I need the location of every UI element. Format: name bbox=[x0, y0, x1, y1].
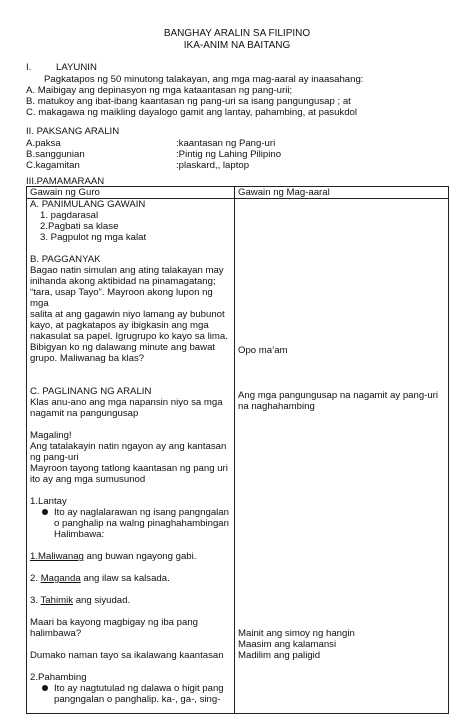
maari-line: Maari ba kayong magbigay ng iba pang bbox=[30, 617, 199, 628]
col-header-guro: Gawain ng Guro bbox=[27, 187, 235, 199]
example-num: 2. bbox=[30, 573, 39, 584]
paglinang-heading: C. PAGLINANG NG ARALIN bbox=[30, 386, 152, 397]
bullet-icon bbox=[42, 685, 48, 691]
pagganyak-line: nakasulat sa papel. Igrugrupo ko kayo sa lima. bbox=[30, 331, 228, 342]
panimulang-gawain-heading: A. PANIMULANG GAWAIN bbox=[30, 199, 146, 210]
dumako-line: Dumako naman tayo sa ikalawang kaantasan bbox=[30, 650, 224, 661]
maari-line: halimbawa? bbox=[30, 628, 82, 639]
pagganyak-line: “tara, usap Tayo”. Mayroon akong lupon ng mga bbox=[30, 287, 213, 309]
pamamaraan-heading: III.PAMAMARAAN bbox=[26, 176, 105, 187]
paglinang-intro-line: Klas anu-ano ang mga napansin niyo sa mga bbox=[30, 397, 223, 408]
example-word: Tahimik bbox=[40, 595, 74, 606]
example-3 bbox=[30, 595, 231, 606]
example-rest: ang siyudad. bbox=[73, 595, 131, 606]
example-rest: ang buwan ngayong gabi. bbox=[83, 551, 197, 562]
paglinang-text-line: Mayroon tayong tatlong kaantasan ng pang uri bbox=[30, 463, 228, 474]
pamamaraan-table bbox=[26, 186, 449, 714]
paglinang-praise: Magaling! bbox=[30, 430, 72, 441]
table-header-row bbox=[27, 187, 449, 199]
halimbawa-label: Halimbawa: bbox=[54, 529, 105, 540]
sagot-halimbawa-line: Maasim ang kalamansi bbox=[238, 639, 337, 650]
paksa-value: :kaantasan ng Pang-uri bbox=[176, 138, 276, 149]
sagot-halimbawa-line: Madilim ang paligid bbox=[238, 650, 321, 661]
bullet-icon bbox=[42, 509, 48, 515]
paksang-aralin-heading: II. PAKSANG ARALIN bbox=[26, 126, 120, 137]
example-num: 1. bbox=[30, 551, 39, 562]
pagganyak-line: inihanda akong aktibidad na pinamagatang; bbox=[30, 276, 216, 287]
pagganyak-line: Bagao natin simulan ang ating talakayan may bbox=[30, 265, 224, 276]
paglinang-text-line: ng pang-uri bbox=[30, 452, 79, 463]
paglinang-intro-line: nagamit na pangungusap bbox=[30, 408, 139, 419]
example-rest: ang ilaw sa kalsada. bbox=[80, 573, 170, 584]
example-2 bbox=[30, 573, 231, 584]
example-word: Maliwanag bbox=[38, 551, 84, 562]
example-word: Maganda bbox=[40, 573, 81, 584]
guro-cell bbox=[27, 199, 235, 714]
pahambing-def-line: pangngalan o panghalip. ka-, ga-, sing- bbox=[54, 694, 221, 705]
sagot-halimbawa-line: Mainit ang simoy ng hangin bbox=[238, 628, 355, 639]
sagot-pangungusap-line: Ang mga pangungusap na nagamit ay pang-uri bbox=[238, 390, 439, 401]
sanggunian-value: :Pintig ng Lahing Pilipino bbox=[176, 149, 282, 160]
layunin-item-b: B. matukoy ang ibat-ibang kaantasan ng pang-uri sa isang pangungusap ; at bbox=[26, 96, 351, 107]
col-header-mag-aaral: Gawain ng Mag-aaral bbox=[235, 187, 449, 199]
panimula-item-3: 3. Pagpulot ng mga kalat bbox=[40, 232, 147, 243]
paglinang-text-line: Ang tatalakayin natin ngayon ay ang kantasan bbox=[30, 441, 227, 452]
sanggunian-label: B.sanggunian bbox=[26, 149, 85, 160]
panimula-item-1: 1. pagdarasal bbox=[40, 210, 99, 221]
paksa-label: A.paksa bbox=[26, 138, 61, 149]
kagamitan-label: C.kagamitan bbox=[26, 160, 80, 171]
panimula-item-2: 2.Pagbati sa klase bbox=[40, 221, 119, 232]
pagganyak-heading: B. PAGGANYAK bbox=[30, 254, 101, 265]
pahambing-label: 2.Pahambing bbox=[30, 672, 87, 683]
pahambing-def-line: Ito ay nagtutulad ng dalawa o higit pang bbox=[54, 683, 224, 694]
example-1 bbox=[30, 551, 231, 562]
pagganyak-line: Bibigyan ko ng dalawang minute ang bawat bbox=[30, 342, 216, 353]
sagot-opo: Opo ma’am bbox=[238, 345, 288, 356]
layunin-heading-num: I. bbox=[26, 62, 32, 73]
sagot-pangungusap-line: na naghahambing bbox=[238, 401, 315, 412]
lantay-def-line: o panghalip na walng pinaghahambingan bbox=[54, 518, 229, 529]
mag-aaral-cell bbox=[235, 199, 449, 714]
kagamitan-value: :plaskard,, laptop bbox=[176, 160, 250, 171]
lantay-def-line: Ito ay naglalarawan ng isang pangngalan bbox=[54, 507, 229, 518]
document-subtitle: IKA-ANIM NA BAITANG bbox=[183, 40, 291, 51]
table-body-row bbox=[27, 199, 449, 714]
layunin-intro: Pagkatapos ng 50 minutong talakayan, ang mga mag-aaral ay inaasahang: bbox=[44, 74, 364, 85]
layunin-heading: LAYUNIN bbox=[56, 62, 97, 73]
pagganyak-line: kayo, at pagkatapos ay ibigkasin ang mga bbox=[30, 320, 209, 331]
document-title: BANGHAY ARALIN SA FILIPINO bbox=[163, 28, 311, 39]
pagganyak-line: grupo. Maliwanag ba klas? bbox=[30, 353, 145, 364]
paglinang-text-line: ito ay ang mga sumusunod bbox=[30, 474, 146, 485]
lantay-label: 1.Lantay bbox=[30, 496, 67, 507]
example-num: 3. bbox=[30, 595, 39, 606]
layunin-item-c: C. makagawa ng maikling dayalogo gamit ang lantay, pahambing, at pasukdol bbox=[26, 107, 358, 118]
pagganyak-line: salita at ang gagawin niyo lamang ay bubunot bbox=[30, 309, 225, 320]
layunin-item-a: A. Maibigay ang depinasyon ng mga kataantasan ng pang-urii; bbox=[26, 85, 293, 96]
